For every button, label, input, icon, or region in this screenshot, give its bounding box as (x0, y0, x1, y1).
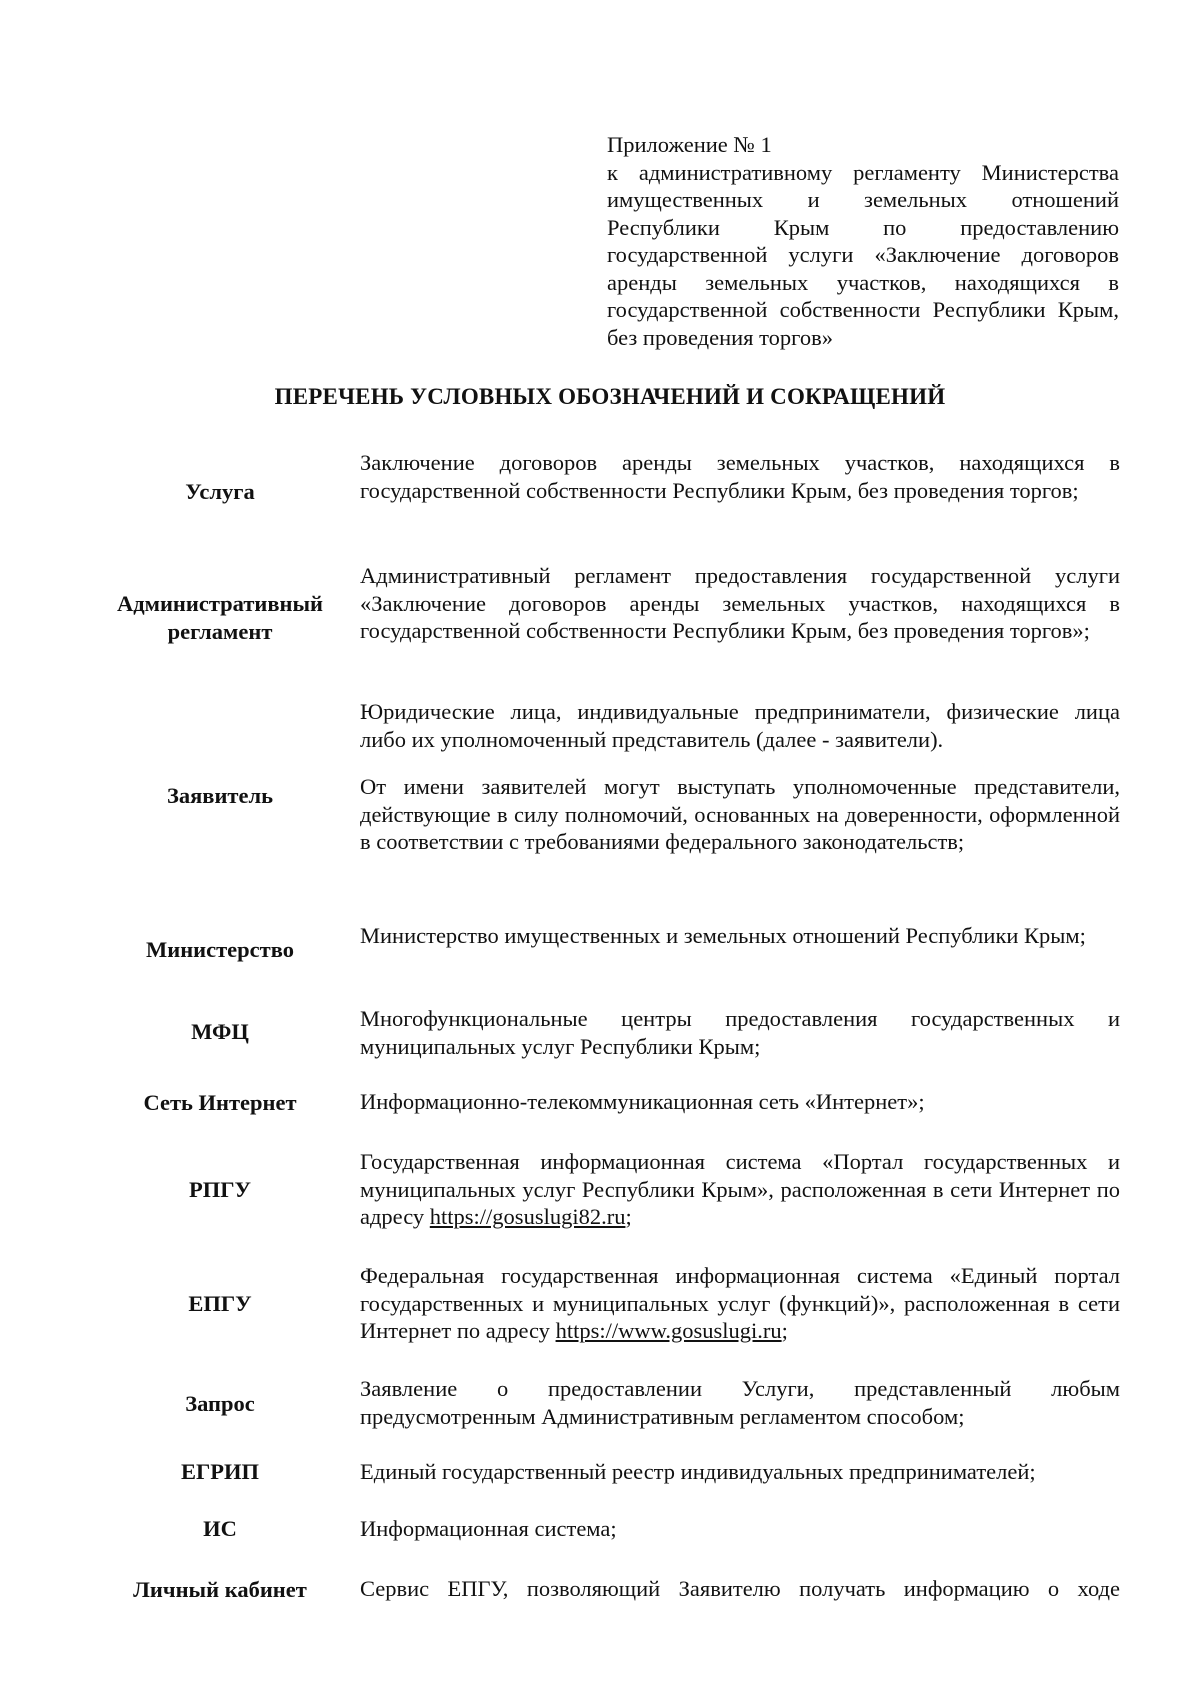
definition-egrip (360, 1458, 1120, 1486)
term-egrip: ЕГРИП (180, 1459, 260, 1484)
definition-mfc (360, 1005, 1120, 1060)
definition-zapros (360, 1375, 1120, 1430)
definition-ministerstvo (360, 922, 1120, 950)
definition-paragraph-2: От имени заявителей могут выступать уполномоченные представители, действующие в силу полномочий, основанных на доверенности, оформленной в соответствии с требованиями федерального законодательств; (360, 774, 1120, 854)
definition-text: Заключение договоров аренды земельных участков, находящихся в государственной собственности Республики Крым, без проведения торгов; (360, 450, 1120, 503)
term-lichnyy-kabinet: Личный кабинет (133, 1577, 307, 1602)
term-admin-reglament: Административный регламент (116, 591, 323, 644)
rpgu-link[interactable]: https://gosuslugi82.ru (429, 1204, 626, 1229)
definition-prefix: Государственная информационная система «Портал государственных и муниципальных услуг Республики Крым», расположенная в сети Интернет по адресу (360, 1149, 1120, 1229)
definition-usluga (360, 449, 1120, 504)
term-epgu: ЕПГУ (188, 1291, 252, 1316)
appendix-header (607, 131, 1119, 351)
definition-text: Многофункциональные центры предоставления государственных и муниципальных услуг Республики Крым; (360, 1006, 1120, 1059)
term-is: ИС (203, 1516, 237, 1541)
definition-text: Информационно-телекоммуникационная сеть «Интернет»; (360, 1089, 925, 1114)
definition-admin-reglament (360, 562, 1120, 645)
term-mfc: МФЦ (191, 1019, 249, 1044)
term-zapros: Запрос (185, 1391, 255, 1416)
term-usluga: Услуга (185, 479, 255, 504)
term-ministerstvo: Министерство (146, 937, 294, 962)
definition-rpgu (360, 1148, 1120, 1231)
appendix-body: к административному регламенту Министерства имущественных и земельных отношений Республики Крым по предоставлению государственной услуги «Заключение договоров аренды земельных участков, находящихся в государственной собственности Республики Крым, без проведения торгов» (607, 159, 1119, 350)
definition-text (360, 1262, 1120, 1345)
definition-suffix: ; (625, 1204, 632, 1229)
appendix-heading: Приложение № 1 (607, 132, 772, 157)
term-rpgu: РПГУ (188, 1177, 252, 1202)
definition-epgu (360, 1262, 1120, 1345)
definition-text: Сервис ЕПГУ, позволяющий Заявителю получать информацию о ходе (360, 1576, 1120, 1601)
document-title: ПЕРЕЧЕНЬ УСЛОВНЫХ ОБОЗНАЧЕНИЙ И СОКРАЩЕНИЙ (274, 384, 946, 409)
definition-set-internet (360, 1088, 1120, 1116)
definition-zayavitel (360, 698, 1120, 856)
definition-text: Министерство имущественных и земельных отношений Республики Крым; (360, 923, 1086, 948)
term-zayavitel: Заявитель (167, 783, 273, 808)
definition-text: Информационная система; (360, 1516, 617, 1541)
definition-prefix: Федеральная государственная информационная система «Единый портал государственных и муниципальных услуг (функций)», расположенная в сети Интернет по адресу (360, 1263, 1120, 1343)
definition-is (360, 1515, 1120, 1543)
definition-lichnyy-kabinet (360, 1575, 1120, 1603)
definition-text: Административный регламент предоставления государственной услуги «Заключение договоров аренды земельных участков, находящихся в государственной собственности Республики Крым, без проведения торгов»; (360, 563, 1120, 643)
epgu-link[interactable]: https://www.gosuslugi.ru (555, 1318, 782, 1343)
term-set-internet: Сеть Интернет (143, 1090, 297, 1115)
definition-text (360, 1148, 1120, 1231)
definition-text: Единый государственный реестр индивидуальных предпринимателей; (360, 1459, 1036, 1484)
definition-text: Заявление о предоставлении Услуги, представленный любым предусмотренным Административным регламентом способом; (360, 1376, 1120, 1429)
definition-paragraph-1: Юридические лица, индивидуальные предприниматели, физические лица либо их уполномоченный представитель (далее - заявители). (360, 699, 1120, 752)
definition-suffix: ; (781, 1318, 788, 1343)
